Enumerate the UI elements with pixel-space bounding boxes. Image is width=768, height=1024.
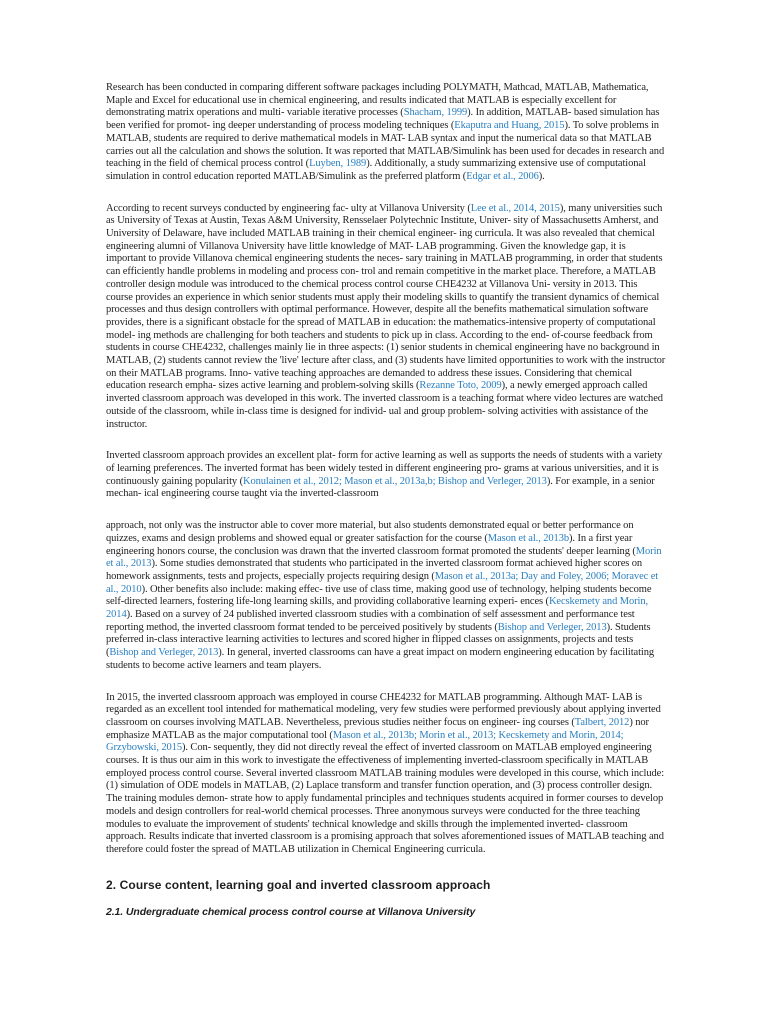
text-run: ), many universities such as University of Texas at Austin, Texas A&M University, Rensselaer Polytechnic Institute, Univer- sity of Massachusetts Amherst, and University of Delaware, have included MATLAB training in their chemical engineer- ing curricula. It was also revealed that chemical engineering alumni of Villanova University have little knowledge of MAT- LAB programming. Given the knowledge gap, it is important to provide Villanova chemical engineering students the neces- sary training in MATLAB programming, in order that students can efficiently handle problems in modeling and process con- trol and remain competitive in the market place. Therefore, a MATLAB controller design module was introduced to the chemical process control course CHE4232 at Villanova Uni- versity in 2013. This course provides an experience in which senior students must apply their modeling skills to quantify the transient dynamics of chemical processes and thus design controllers with optimal performance. However, despite all the benefits mathematical simulation software provides, there is a significant obstacle for the spread of MATLAB in education: the mathematics-intensive property of computational model- ing methods are challenging for both teachers and students to pick up in class. According to the end- of-course feedback from students in course CHE4232, challenges mainly lie in three aspects: (1) senior students in chemical engineering have no background in MATLAB, (2) students cannot review the 'live' lecture after class, and (3) students have limited opportunities to work with the instructor on their MATLAB programs. Inno- vative teaching approaches are demanded to address these issues. Considering that chemical education research empha- sizes active learning and problem-solving skills ( (106, 202, 666, 392)
citation-link[interactable]: Edgar et al., 2006 (466, 170, 539, 182)
citation-link[interactable]: Shacham, 1999 (403, 107, 468, 119)
citation-link[interactable]: Morin et al., 2013 (106, 545, 662, 570)
text-run: Inverted classroom approach provides an excellent plat- form for active learning as well as supports the needs of students with a variety of learning preferences. The inverted format has been widely tested in different engineering pro- grams at various universities, and it is continuously gaining popularity ( (106, 450, 663, 487)
text-run: approach, not only was the instructor able to cover more material, but also students demonstrated equal or better performance on quizzes, exams and design problems and showed equal or greater satisfaction for the course ( (106, 520, 634, 544)
text-run: ), a newly emerged approach called inverted classroom approach was developed in this work. The inverted classroom is a teaching format where video lectures are watched outside of the classroom, while in-class time is designed for individ- ual and group problem- solving activities with assistance of the instructor. (106, 380, 663, 430)
citation-link[interactable]: Konulainen et al., 2012; Mason et al., 2013a,b; Bishop and Verleger, 2013 (242, 475, 547, 487)
paragraph-inverted-classroom-benefits (106, 520, 666, 672)
text-run: ) nor emphasize MATLAB as the major computational tool ( (106, 716, 649, 741)
paragraph-villanova-surveys (106, 203, 666, 432)
text-run: ). Based on a survey of 24 published inverted classroom studies with a combination of self assessment and performance test reporting method, the inverted classroom format tended to be perceived positively by students ( (106, 609, 635, 633)
citation-link[interactable]: Luyben, 1989 (309, 158, 367, 170)
citation-link[interactable]: Kecskemety and Morin, 2014 (106, 596, 649, 621)
text-run: ). In addition, MATLAB- based simulation has been verified for promot- ing deeper understanding of process modeling techniques ( (106, 107, 660, 132)
text-run: ). Additionally, a study summarizing extensive use of computational simulation in control education reported MATLAB/Simulink as the preferred platform ( (106, 158, 646, 182)
text-run: ). Students preferred in-class interactive learning activities to lectures and scored higher in flipped classes on assignments, projects and tests ( (106, 621, 651, 659)
text-run: ). In a first year engineering honors course, the conclusion was drawn that the inverted classroom format promoted the students' deeper learning ( (106, 532, 636, 557)
section-heading: 2. Course content, learning goal and inverted classroom approach (106, 877, 491, 892)
text-run: ). To solve problems in MATLAB, students are required to derive mathematical models in MAT- LAB syntax and input the numerical data so that MATLAB carries out all the calculation and shows the solution. It was reported that MATLAB/Simulink has been used for decades in research and teaching in the field of chemical process control ( (106, 120, 665, 170)
article-body (106, 82, 666, 919)
text-run: ). (538, 170, 545, 182)
citation-link[interactable]: Talbert, 2012 (574, 716, 630, 728)
citation-link[interactable]: Mason et al., 2013a; Day and Foley, 2006; Moravec et al., 2010 (106, 570, 659, 595)
text-run: ). Some studies demonstrated that students who participated in the inverted classroom format achieved higher scores on homework assignments, tests and projects, especially projects requiring design ( (106, 558, 643, 582)
citation-link[interactable]: Bishop and Verleger, 2013 (497, 621, 607, 633)
paragraph-software-comparison (106, 82, 666, 184)
citation-link[interactable]: Mason et al., 2013b (487, 532, 570, 544)
citation-link[interactable]: Mason et al., 2013b; Morin et al., 2013; Kecskemety and Morin, 2014; Grzybowski, 2015 (106, 729, 624, 754)
text-run: ). Con- sequently, they did not directly reveal the effect of inverted classroom on MATLAB employed engineering courses. It is thus our aim in this work to investigate the effectiveness of implementing inverted-classroom specifically in MATLAB employed process control course. Several inverted classroom MATLAB training modules were developed in this course, which include: (1) simulation of ODE models in MATLAB, (2) Laplace transform and transfer function operation, and (3) process controller design. The training modules demon- strate how to apply fundamental principles and techniques students acquired in former courses to develop models and design controllers for real-world chemical processes. Three anonymous surveys were conducted for the three teaching modules to evaluate the improvement of students' technical knowledge and skills through the implemented inverted- classroom approach. Results indicate that inverted classroom is a promising approach that solves aforementioned issues of MATLAB teaching and therefore could foster the spread of MATLAB utilization in Chemical Engineering curricula. (106, 742, 665, 855)
text-run: ). Other benefits also include: making effec- tive use of class time, making good use of technology, helping students become self-directed learners, fostering life-long learning skills, and providing collaborative learning experi- ences ( (106, 583, 652, 608)
text-run: Research has been conducted in comparing different software packages including POLYMATH, Mathcad, MATLAB, Mathematica, Maple and Excel for educational use in chemical engineering, and results indicated that MATLAB is especially excellent for demonstrating matrix operations and multi- variable iterative processes ( (106, 82, 649, 119)
citation-link[interactable]: Lee et al., 2014, 2015 (470, 202, 560, 214)
citation-link[interactable]: Bishop and Verleger, 2013 (109, 647, 219, 659)
text-run: ). In general, inverted classrooms can have a great impact on modern engineering education by facilitating students to become active learners and team players. (106, 647, 655, 671)
text-run: In 2015, the inverted classroom approach was employed in course CHE4232 for MATLAB programming. Although MAT- LAB is regarded as an excellent tool intended for mathematical modeling, very few studies were performed previously about applying inverted classroom on courses involving MATLAB. Nevertheless, previous studies neither focus on engineer- ing courses ( (106, 691, 661, 728)
text-run: ). For example, in a senior mechan- ical engineering course taught via the inverted-classroom (106, 475, 655, 500)
subsection-heading: 2.1. Undergraduate chemical process control course at Villanova University (106, 905, 476, 918)
paragraph-2015-implementation (106, 692, 666, 857)
citation-link[interactable]: Ekaputra and Huang, 2015 (454, 120, 565, 132)
text-run: According to recent surveys conducted by engineering fac- ulty at Villanova University ( (106, 202, 471, 214)
paragraph-inverted-classroom-intro (106, 450, 666, 501)
citation-link[interactable]: Rezanne Toto, 2009 (419, 380, 502, 392)
